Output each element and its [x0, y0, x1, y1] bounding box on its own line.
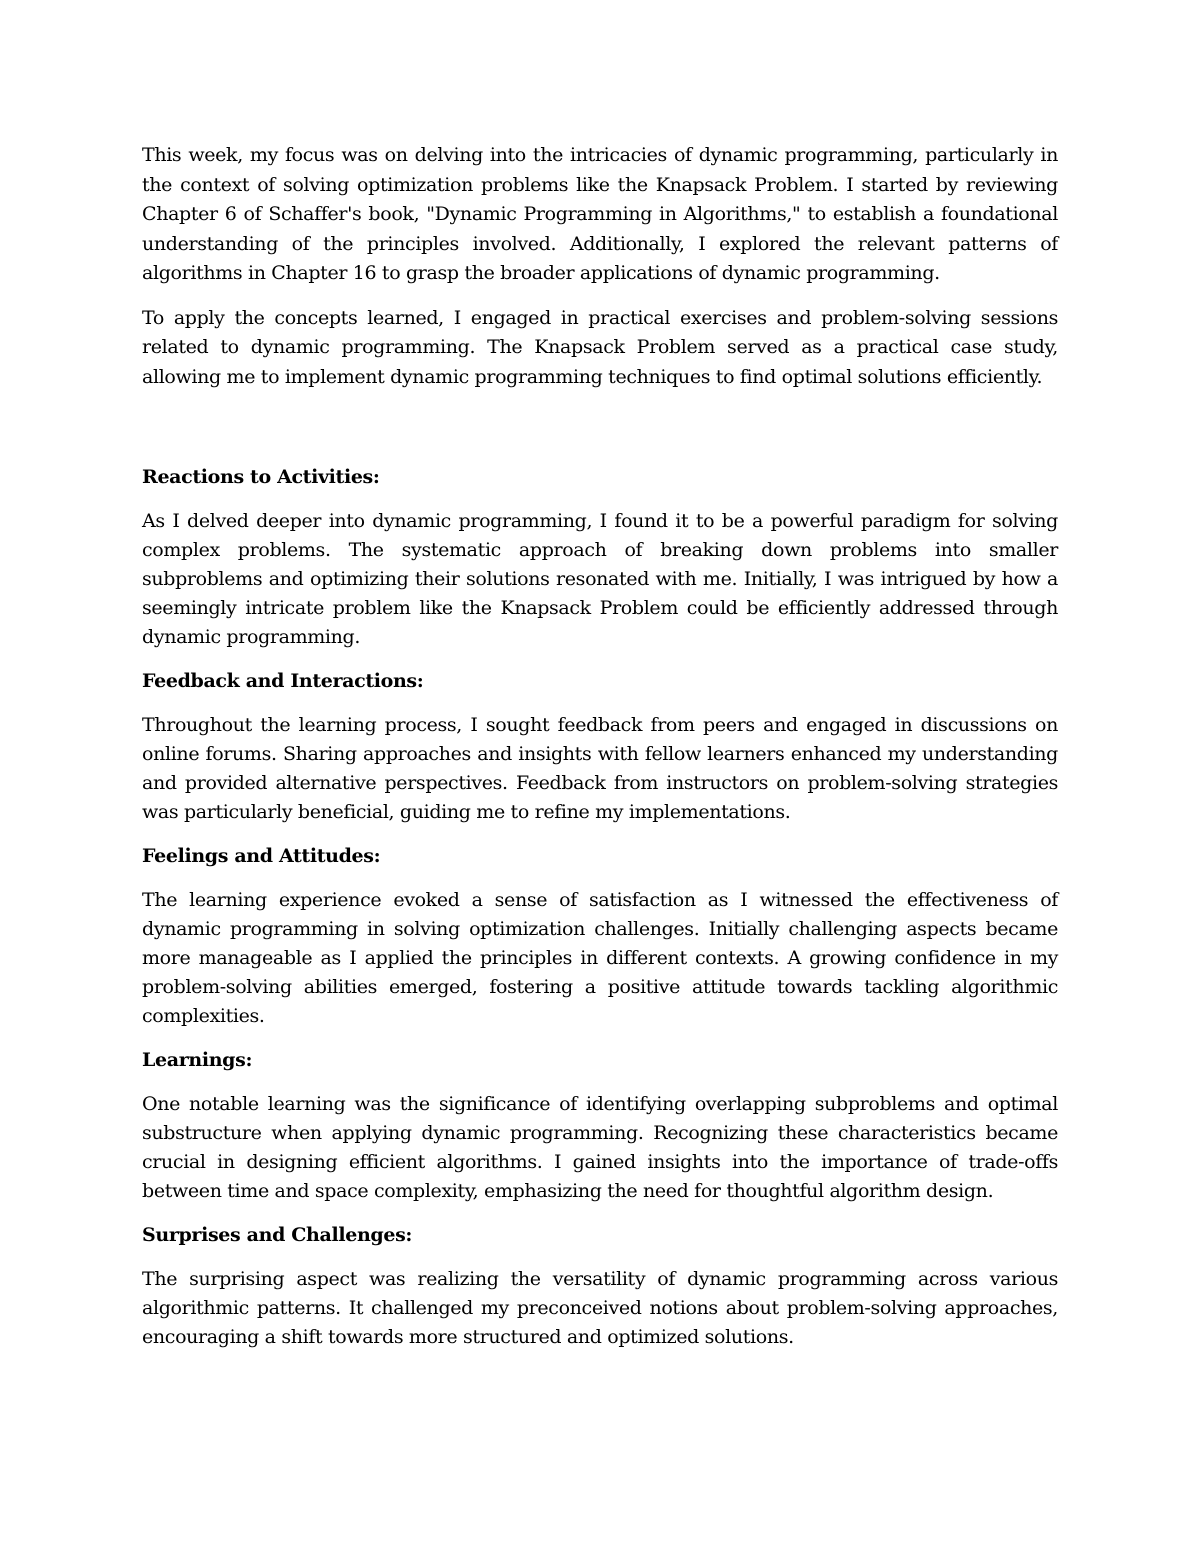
- section-heading-surprises: Surprises and Challenges:: [142, 1224, 413, 1246]
- section-body-surprises: The surprising aspect was realizing the versatility of dynamic programming across various algorithmic patterns. It challenged my preconceived notions about problem-solving approaches, encouraging a shift towards more structured and optimized solutions.: [142, 1268, 1058, 1348]
- section-body-reactions: As I delved deeper into dynamic programming, I found it to be a powerful paradigm for solving complex problems. The systematic approach of breaking down problems into smaller subproblems and optimizing their solutions resonated with me. Initially, I was intrigued by how a seemingly intricate problem like the Knapsack Problem could be efficiently addressed through dynamic programming.: [142, 510, 1058, 648]
- section-body-feelings: The learning experience evoked a sense of satisfaction as I witnessed the effectiveness of dynamic programming in solving optimization challenges. Initially challenging aspects became more manageable as I applied the principles in different contexts. A growing confidence in my problem-solving abilities emerged, fostering a positive attitude towards tackling algorithmic complexities.: [142, 889, 1058, 1027]
- section-body-feedback: Throughout the learning process, I sought feedback from peers and engaged in discussions on online forums. Sharing approaches and insights with fellow learners enhanced my understanding and provided alternative perspectives. Feedback from instructors on problem-solving strategies was particularly beneficial, guiding me to refine my implementations.: [142, 714, 1058, 823]
- intro-paragraph-2: To apply the concepts learned, I engaged in practical exercises and problem-solving sessions related to dynamic programming. The Knapsack Problem served as a practical case study, allowing me to implement dynamic programming techniques to find optimal solutions efficiently.: [142, 306, 1058, 388]
- section-heading-reactions: Reactions to Activities:: [142, 466, 380, 488]
- section-heading-feelings: Feelings and Attitudes:: [142, 845, 381, 867]
- section-body-learnings: One notable learning was the significance of identifying overlapping subproblems and optimal substructure when applying dynamic programming. Recognizing these characteristics became crucial in designing efficient algorithms. I gained insights into the importance of trade-offs between time and space complexity, emphasizing the need for thoughtful algorithm design.: [142, 1093, 1058, 1202]
- intro-paragraph-1: This week, my focus was on delving into the intricacies of dynamic programming, particularly in the context of solving optimization problems like the Knapsack Problem. I started by reviewing Chapter 6 of Schaffer's book, "Dynamic Programming in Algorithms," to establish a foundational understanding of the principles involved. Additionally, I explored the relevant patterns of algorithms in Chapter 16 to grasp the broader applications of dynamic programming.: [142, 144, 1058, 284]
- document-page: [142, 141, 1058, 1352]
- section-heading-feedback: Feedback and Interactions:: [142, 670, 424, 692]
- section-heading-learnings: Learnings:: [142, 1049, 253, 1071]
